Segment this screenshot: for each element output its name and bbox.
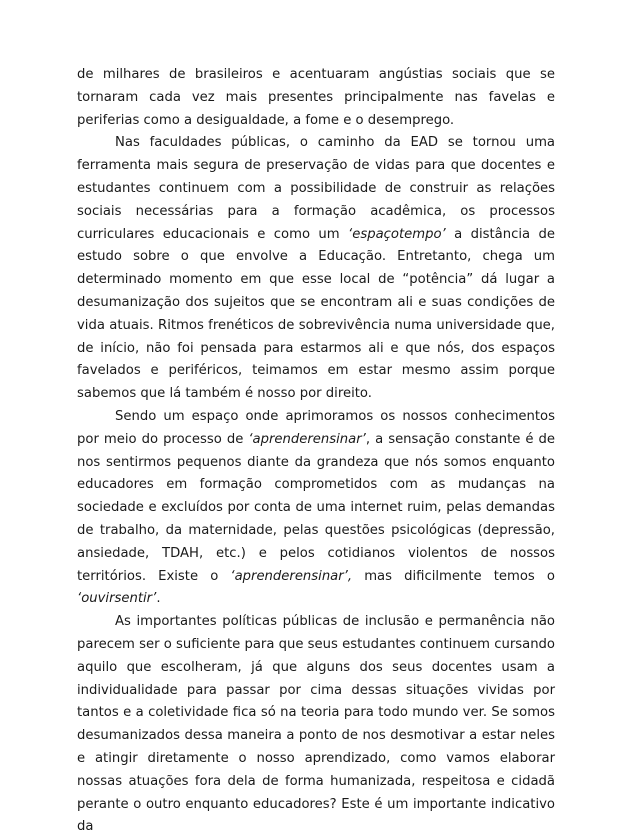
paragraph: [77, 132, 555, 406]
paragraph: [77, 406, 555, 611]
text-run: Nas faculdades públicas, o caminho da EAD se tornou uma ferramenta mais segura de preservação de vidas para que docentes e estudantes continuem com a possibilidade de construir as relações sociais necessárias para a formação acadêmica, os processos curriculares educacionais e como um: [77, 135, 555, 242]
text-run: Sendo um espaço onde aprimoramos os nossos conhecimentos por meio do processo de: [77, 408, 555, 447]
paragraph: [77, 611, 555, 839]
text-run: a distância de estudo sobre o que envolve a Educação. Entretanto, chega um determinado momento em que esse local de “potência” dá lugar a desumanização dos sujeitos que se encontram ali e suas condições de vida atuais. Ritmos frenéticos de sobrevivência numa universidade que, de início, não foi pensada para estarmos ali e que nós, dos espaços favelados e periféricos, teimamos em estar mesmo assim porque sabemos que lá também é nosso por direito.: [77, 226, 555, 402]
italic-term: ‘aprenderensinar’: [248, 431, 366, 447]
text-run: .: [156, 591, 161, 607]
paragraph: [77, 64, 555, 132]
text-run: mas dificilmente temos o: [352, 568, 555, 584]
text-run: de milhares de brasileiros e acentuaram angústias sociais que se tornaram cada vez mais presentes principalmente nas favelas e periferias como a desigualdade, a fome e o desemprego.: [77, 67, 555, 128]
text-run: As importantes políticas públicas de inclusão e permanência não parecem ser o suficiente para que seus estudantes continuem cursando aquilo que escolheram, já que alguns dos seus docentes usam a individualidade para passar por cima dessas situações vividas por tantos e a coletividade fica só na teoria para todo mundo ver. Se somos desumanizados dessa maneira a ponto de nos desmotivar a estar neles e atingir diretamente o nosso aprendizado, como vamos elaborar nossas atuações fora dela de forma humanizada, respeitosa e cidadã perante o outro enquanto educadores? Este é um importante indicativo da: [77, 614, 555, 835]
italic-term: ‘ouvirsentir’: [77, 591, 157, 607]
italic-term: ‘espaçotempo’: [348, 226, 446, 242]
italic-term: ‘aprenderensinar’,: [230, 568, 353, 584]
text-run: , a sensação constante é de nos sentirmos pequenos diante da grandeza que nós somos enquanto educadores em formação comprometidos com as mudanças na sociedade e excluídos por conta de uma internet ruim, pelas demandas de trabalho, da maternidade, pelas questões psicológicas (depressão, ansiedade, TDAH, etc.) e pelos cotidianos violentos de nossos territórios. Existe o: [77, 431, 556, 584]
body-text: [77, 64, 555, 839]
